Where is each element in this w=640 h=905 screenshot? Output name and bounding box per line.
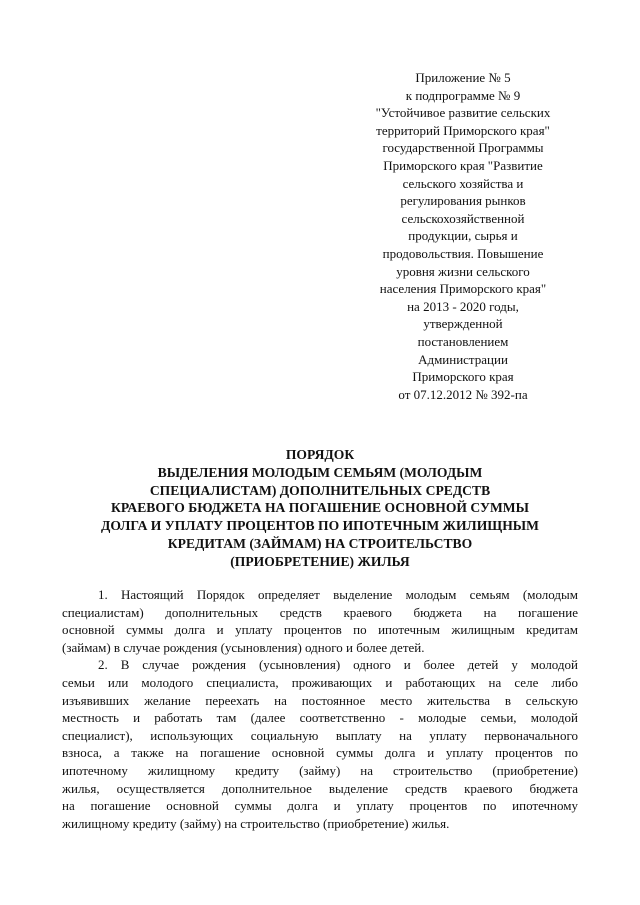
paragraph-line: местность и работать там (далее соответственно - молодые семьи, молодой bbox=[62, 710, 578, 726]
annex-line: сельского хозяйства и bbox=[402, 175, 524, 191]
title-line: КРАЕВОГО БЮДЖЕТА НА ПОГАШЕНИЕ ОСНОВНОЙ СУММЫ bbox=[110, 500, 529, 516]
paragraph-line: (займам) в случае рождения (усыновления) одного и более детей. bbox=[62, 639, 425, 655]
paragraph-line: ипотечному жилищному кредиту (займу) на строительство (приобретение) bbox=[62, 762, 578, 778]
annex-line: от 07.12.2012 № 392-па bbox=[398, 386, 528, 402]
paragraph-line: основной суммы долга и уплату процентов по ипотечным жилищным кредитам bbox=[62, 622, 578, 638]
annex-line: населения Приморского края" bbox=[379, 281, 547, 297]
title-line: ВЫДЕЛЕНИЯ МОЛОДЫМ СЕМЬЯМ (МОЛОДЫМ bbox=[157, 464, 483, 480]
paragraph-line: специалистам) дополнительных средств краевого бюджета на погашение bbox=[62, 604, 578, 620]
paragraph-line: жилья, осуществляется дополнительное выделение средств краевого бюджета bbox=[62, 780, 578, 796]
annex-line: продукции, сырья и bbox=[408, 228, 518, 244]
title-line: (ПРИОБРЕТЕНИЕ) ЖИЛЬЯ bbox=[230, 553, 410, 569]
annex-header bbox=[338, 69, 588, 403]
paragraph-line: специалист), использующих социальную выплату на уплату первоначального bbox=[62, 727, 578, 743]
annex-line: территорий Приморского края" bbox=[376, 122, 550, 138]
document-body bbox=[62, 586, 578, 832]
paragraph-line: 2. В случае рождения (усыновления) одного и более детей у молодой bbox=[98, 657, 578, 673]
annex-line: Приморского края "Развитие bbox=[383, 157, 543, 173]
paragraph-line: семьи или молодого специалиста, проживающих и работающих на селе либо bbox=[62, 674, 578, 690]
paragraph-line: жилищному кредиту (займу) на строительство (приобретение) жилья. bbox=[62, 815, 450, 831]
annex-line: постановлением bbox=[417, 333, 509, 349]
annex-line: уровня жизни сельского bbox=[396, 263, 530, 279]
annex-line: на 2013 - 2020 годы, bbox=[407, 298, 519, 314]
paragraph-1 bbox=[62, 586, 578, 656]
annex-line: продовольствия. Повышение bbox=[382, 245, 544, 261]
title-line: ПОРЯДОК bbox=[285, 447, 355, 462]
annex-line: Администрации bbox=[418, 351, 508, 367]
document-title bbox=[60, 446, 580, 571]
paragraph-line: изъявивших желание переехать на постоянное место жительства в сельскую bbox=[62, 692, 578, 708]
annex-line: сельскохозяйственной bbox=[401, 210, 525, 226]
title-line: СПЕЦИАЛИСТАМ) ДОПОЛНИТЕЛЬНЫХ СРЕДСТВ bbox=[149, 482, 491, 498]
paragraph-2 bbox=[62, 656, 578, 832]
annex-line: Приморского края bbox=[412, 369, 514, 385]
annex-line: Приложение № 5 bbox=[415, 70, 511, 85]
paragraph-line: 1. Настоящий Порядок определяет выделение молодым семьям (молодым bbox=[98, 587, 578, 602]
title-line: ДОЛГА И УПЛАТУ ПРОЦЕНТОВ ПО ИПОТЕЧНЫМ ЖИЛИЩНЫМ bbox=[101, 518, 539, 534]
annex-line: регулирования рынков bbox=[400, 193, 526, 209]
paragraph-line: взноса, а также на погашение основной суммы долга и уплату процентов по bbox=[62, 745, 578, 761]
paragraph-line: на погашение основной суммы долга и уплату процентов по ипотечному bbox=[62, 798, 578, 814]
annex-line: "Устойчивое развитие сельских bbox=[375, 105, 551, 121]
annex-line: государственной Программы bbox=[382, 140, 544, 156]
annex-line: утвержденной bbox=[423, 316, 503, 332]
title-line: КРЕДИТАМ (ЗАЙМАМ) НА СТРОИТЕЛЬСТВО bbox=[167, 535, 473, 551]
annex-line: к подпрограмме № 9 bbox=[405, 87, 521, 103]
